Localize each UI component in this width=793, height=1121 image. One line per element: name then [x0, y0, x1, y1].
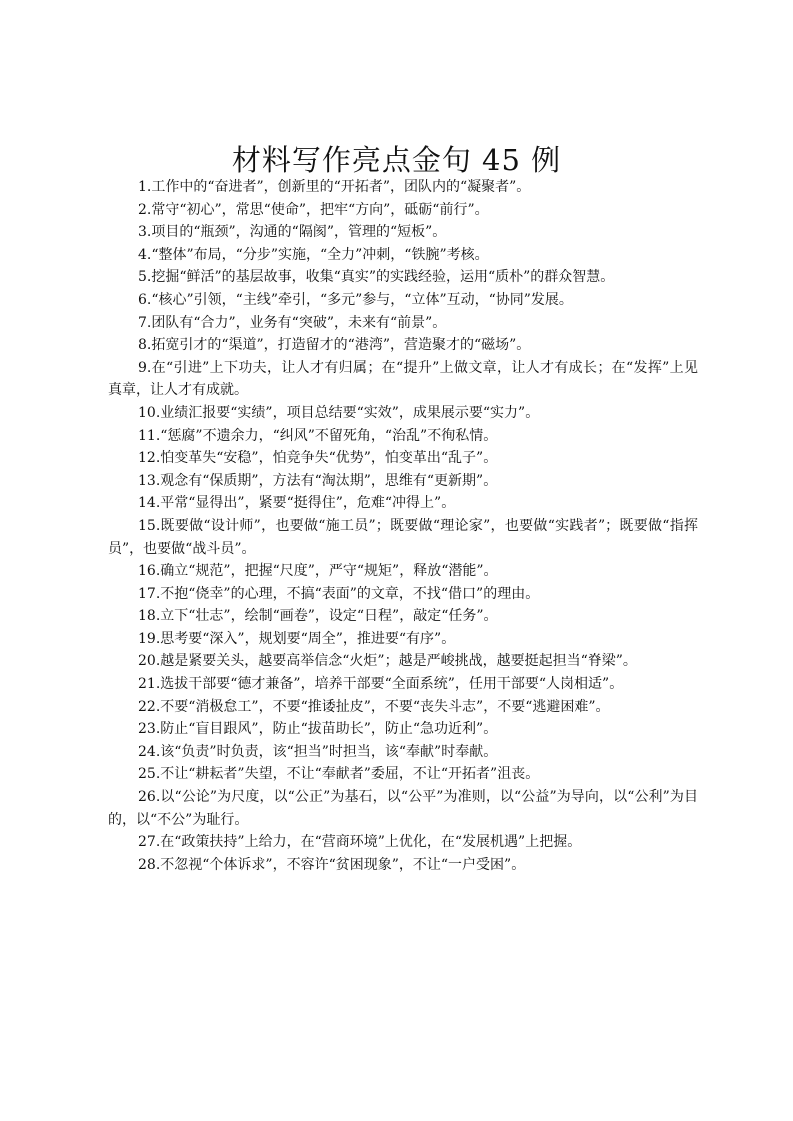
list-item: 10.业绩汇报要“实绩”，项目总结要“实效”，成果展示要“实力”。 [138, 404, 540, 421]
list-item: 24.该“负责”时负责，该“担当”时担当，该“奉献”时奉献。 [138, 743, 498, 760]
document-title: 材料写作亮点金句 45 例 [231, 143, 562, 177]
list-item: 12.怕变革失“安稳”，怕竞争失“优势”，怕变革出“乱子”。 [138, 450, 498, 467]
list-item: 23.防止“盲目跟风”，防止“拔苗助长”，防止“急功近利”。 [138, 721, 498, 738]
list-item: 2.常守“初心”，常思“使命”，把牢“方向”，砥砺“前行”。 [138, 201, 489, 218]
document-body [108, 176, 698, 876]
list-item: 25.不让“耕耘者”失望，不让“奉献者”委屈，不让“开拓者”沮丧。 [138, 766, 540, 783]
list-item: 13.观念有“保质期”，方法有“淘汰期”，思维有“更新期”。 [138, 472, 498, 489]
list-item: 27.在“政策扶持”上给力，在“营商环境”上优化，在“发展机遇”上把握。 [138, 834, 582, 851]
list-item: 7.团队有“合力”，业务有“突破”，未来有“前景”。 [138, 314, 447, 331]
list-item: 4.“整体”布局，“分步”实施，“全力”冲刺，“铁腕”考核。 [138, 246, 489, 263]
list-item: 9.在“引进”上下功夫，让人才有归属；在“提升”上做文章，让人才有成长；在“发挥”上见真章，让人才有成就。 [108, 359, 698, 399]
list-item: 1.工作中的“奋进者”，创新里的“开拓者”，团队内的“凝聚者”。 [138, 179, 531, 195]
list-item: 14.平常“显得出”，紧要“挺得住”，危难“冲得上”。 [138, 495, 456, 512]
list-item: 11.“惩腐”不遗余力，“纠风”不留死角，“治乱”不徇私情。 [138, 427, 498, 444]
list-item: 28.不忽视“个体诉求”，不容许“贫困现象”，不让“一户受困”。 [138, 856, 526, 873]
list-item: 15.既要做“设计师”，也要做“施工员”；既要做“理论家”，也要做“实践者”；既要做“指挥员”，也要做“战斗员”。 [108, 517, 698, 557]
list-item: 20.越是紧要关头，越要高举信念“火炬”；越是严峻挑战，越要挺起担当“脊梁”。 [138, 653, 637, 670]
list-item: 8.拓宽引才的“渠道”，打造留才的“港湾”，营造聚才的“磁场”。 [138, 337, 531, 354]
list-item: 3.项目的“瓶颈”，沟通的“隔阂”，管理的“短板”。 [138, 224, 447, 241]
list-item: 16.确立“规范”，把握“尺度”，严守“规矩”，释放“潜能”。 [138, 563, 498, 580]
list-item: 26.以“公论”为尺度，以“公正”为基石，以“公平”为准则，以“公益”为导向，以“公利”为目的，以“不公”为耻行。 [108, 789, 698, 828]
list-item: 5.挖掘“鲜活”的基层故事，收集“真实”的实践经验，运用“质朴”的群众智慧。 [138, 269, 615, 286]
list-item: 6.“核心”引领，“主线”牵引，“多元”参与，“立体”互动，“协同”发展。 [138, 291, 573, 308]
list-item: 18.立下“壮志”，绘制“画卷”，设定“日程”，敲定“任务”。 [138, 608, 498, 625]
list-item: 17.不抱“侥幸”的心理，不搞“表面”的文章，不找“借口”的理由。 [138, 585, 540, 602]
list-item: 21.选拔干部要“德才兼备”，培养干部要“全面系统”，任用干部要“人岗相适”。 [138, 676, 624, 693]
list-item: 22.不要“消极怠工”，不要“推诿扯皮”，不要“丧失斗志”，不要“逃避困难”。 [138, 698, 610, 715]
list-item: 19.思考要“深入”，规划要“周全”，推进要“有序”。 [138, 630, 456, 647]
